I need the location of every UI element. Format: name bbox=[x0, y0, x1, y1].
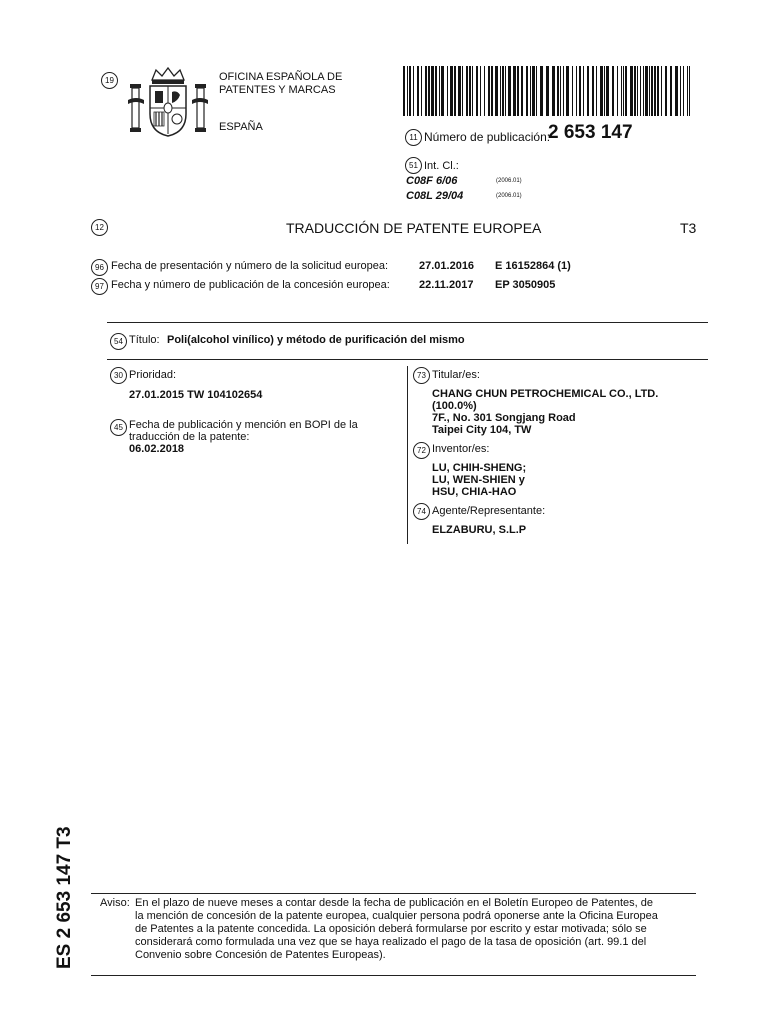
barcode-bar bbox=[630, 66, 633, 116]
inid-45: 45 bbox=[110, 419, 127, 436]
aviso-line-1: En el plazo de nueve meses a contar desde la fecha de publicación en el Boletín Europeo de Patentes, de bbox=[135, 897, 653, 909]
barcode-bar bbox=[530, 66, 531, 116]
inid-54: 54 bbox=[110, 333, 127, 350]
barcode-bar bbox=[651, 66, 653, 116]
aviso-divider-bottom bbox=[91, 975, 696, 976]
barcode-bar bbox=[576, 66, 577, 116]
inid-74: 74 bbox=[413, 503, 430, 520]
barcode-bar bbox=[552, 66, 555, 116]
barcode-bar bbox=[517, 66, 519, 116]
barcode-bar bbox=[661, 66, 662, 116]
country-label: ESPAÑA bbox=[219, 121, 263, 133]
barcode-bar bbox=[680, 66, 681, 116]
barcode-bar bbox=[665, 66, 667, 116]
application-number: E 16152864 (1) bbox=[495, 260, 571, 272]
barcode-bar bbox=[407, 66, 408, 116]
office-line-1: OFICINA ESPAÑOLA DE bbox=[219, 71, 343, 83]
aviso-line-3: de Patentes a la patente concedida. La oposición deberá formularse por escrito y estar motivada; sólo se bbox=[135, 923, 647, 935]
barcode-bar bbox=[600, 66, 603, 116]
barcode-bar bbox=[526, 66, 528, 116]
barcode-bar bbox=[621, 66, 622, 116]
barcode-bar bbox=[596, 66, 597, 116]
barcode-bar bbox=[462, 66, 463, 116]
document-title: TRADUCCIÓN DE PATENTE EUROPEA bbox=[286, 220, 542, 236]
barcode-bar bbox=[502, 66, 504, 116]
aviso-line-5: Convenio sobre Concesión de Patentes Europeas). bbox=[135, 949, 386, 961]
holder-label: Titular/es: bbox=[432, 369, 480, 381]
barcode-bar bbox=[441, 66, 444, 116]
barcode-bar bbox=[683, 66, 684, 116]
classification-2-year: (2006.01) bbox=[496, 193, 522, 199]
side-publication-code: ES 2 653 147 T3 bbox=[54, 826, 75, 969]
priority-value: 27.01.2015 TW 104102654 bbox=[129, 389, 263, 401]
classification-2: C08L 29/04 bbox=[406, 190, 464, 202]
barcode-bar bbox=[425, 66, 427, 116]
barcode bbox=[401, 66, 695, 118]
barcode-bar bbox=[421, 66, 422, 116]
barcode-bar bbox=[657, 66, 659, 116]
inid-97: 97 bbox=[91, 278, 108, 295]
barcode-bar bbox=[409, 66, 411, 116]
inid-19: 19 bbox=[101, 72, 118, 89]
office-line-2: PATENTES Y MARCAS bbox=[219, 84, 336, 96]
inid-72: 72 bbox=[413, 442, 430, 459]
barcode-bar bbox=[623, 66, 624, 116]
barcode-bar bbox=[634, 66, 636, 116]
bopi-line-2: traducción de la patente: bbox=[129, 431, 250, 443]
inid-11: 11 bbox=[405, 129, 422, 146]
publication-number: 2 653 147 bbox=[548, 122, 633, 143]
barcode-bar bbox=[654, 66, 656, 116]
grant-number: EP 3050905 bbox=[495, 279, 556, 291]
barcode-bar bbox=[557, 66, 559, 116]
inventor-2: LU, WEN-SHIEN y bbox=[432, 474, 525, 486]
barcode-bar bbox=[491, 66, 493, 116]
barcode-bar bbox=[560, 66, 561, 116]
barcode-bar bbox=[521, 66, 523, 116]
divider-middle bbox=[107, 359, 708, 360]
bopi-block bbox=[129, 419, 358, 455]
inventor-1: LU, CHIH-SHENG; bbox=[432, 462, 527, 474]
barcode-bar bbox=[508, 66, 511, 116]
int-cl-label: Int. Cl.: bbox=[424, 160, 459, 172]
barcode-bar bbox=[689, 66, 690, 116]
barcode-bar bbox=[488, 66, 490, 116]
inid-51: 51 bbox=[405, 157, 422, 174]
application-label: Fecha de presentación y número de la solicitud europea: bbox=[111, 260, 389, 272]
aviso-divider-top bbox=[91, 893, 696, 894]
barcode-bar bbox=[579, 66, 581, 116]
agent-value: ELZABURU, S.L.P bbox=[432, 524, 527, 536]
barcode-bar bbox=[670, 66, 672, 116]
grant-date: 22.11.2017 bbox=[419, 279, 474, 291]
barcode-bar bbox=[417, 66, 419, 116]
inid-73: 73 bbox=[413, 367, 430, 384]
inid-96: 96 bbox=[91, 259, 108, 276]
barcode-bar bbox=[640, 66, 641, 116]
title-label: Título: bbox=[129, 334, 160, 346]
barcode-bar bbox=[617, 66, 618, 116]
divider-top bbox=[107, 322, 708, 323]
invention-title: Poli(alcohol vinílico) y método de purificación del mismo bbox=[167, 334, 465, 346]
barcode-bar bbox=[458, 66, 461, 116]
barcode-bar bbox=[566, 66, 569, 116]
holder-share: (100.0%) bbox=[432, 400, 477, 412]
aviso-line-2: la mención de concesión de la patente europea, cualquier persona podrá oponerse ante la Oficina Europea bbox=[135, 910, 658, 922]
holder-name: CHANG CHUN PETROCHEMICAL CO., LTD. bbox=[432, 388, 659, 400]
grant-label: Fecha y número de publicación de la concesión europea: bbox=[111, 279, 390, 291]
barcode-bar bbox=[649, 66, 650, 116]
barcode-bar bbox=[476, 66, 478, 116]
barcode-bar bbox=[583, 66, 584, 116]
barcode-bar bbox=[587, 66, 589, 116]
barcode-bar bbox=[532, 66, 535, 116]
barcode-bar bbox=[439, 66, 440, 116]
barcode-bar bbox=[546, 66, 549, 116]
aviso-label: Aviso: bbox=[100, 897, 130, 909]
barcode-bar bbox=[505, 66, 506, 116]
application-date: 27.01.2016 bbox=[419, 260, 475, 272]
barcode-bar bbox=[413, 66, 414, 116]
classification-1: C08F 6/06 bbox=[406, 175, 458, 187]
holder-address-1: 7F., No. 301 Songjang Road bbox=[432, 412, 576, 424]
classification-1-year: (2006.01) bbox=[496, 178, 522, 184]
priority-label: Prioridad: bbox=[129, 369, 177, 381]
barcode-bar bbox=[472, 66, 473, 116]
inid-12: 12 bbox=[91, 219, 108, 236]
barcode-bar bbox=[604, 66, 605, 116]
barcode-bar bbox=[495, 66, 498, 116]
barcode-bar bbox=[403, 66, 405, 116]
barcode-bar bbox=[687, 66, 688, 116]
office-name bbox=[219, 71, 342, 97]
aviso-text bbox=[135, 897, 658, 962]
barcode-bar bbox=[480, 66, 481, 116]
inventor-3: HSU, CHIA-HAO bbox=[432, 486, 517, 498]
barcode-bar bbox=[500, 66, 501, 116]
barcode-bar bbox=[675, 66, 678, 116]
agent-label: Agente/Representante: bbox=[432, 505, 546, 517]
bopi-date: 06.02.2018 bbox=[129, 443, 185, 455]
barcode-bar bbox=[469, 66, 471, 116]
barcode-bar bbox=[431, 66, 434, 116]
barcode-bar bbox=[643, 66, 644, 116]
coat-of-arms-logo bbox=[126, 66, 210, 138]
barcode-bar bbox=[454, 66, 456, 116]
barcode-bar bbox=[563, 66, 564, 116]
kind-code: T3 bbox=[680, 220, 697, 236]
barcode-bar bbox=[536, 66, 537, 116]
barcode-bar bbox=[540, 66, 543, 116]
inventor-block bbox=[432, 462, 526, 498]
barcode-bar bbox=[435, 66, 437, 116]
column-divider bbox=[407, 366, 408, 544]
barcode-bar bbox=[592, 66, 594, 116]
barcode-bar bbox=[572, 66, 573, 116]
holder-block bbox=[432, 388, 658, 436]
inid-30: 30 bbox=[110, 367, 127, 384]
publication-label: Número de publicación: bbox=[424, 130, 551, 144]
barcode-bar bbox=[428, 66, 430, 116]
barcode-bar bbox=[447, 66, 448, 116]
barcode-bar bbox=[450, 66, 453, 116]
barcode-bar bbox=[466, 66, 468, 116]
inventor-label: Inventor/es: bbox=[432, 443, 490, 455]
barcode-bar bbox=[645, 66, 648, 116]
barcode-bar bbox=[484, 66, 485, 116]
holder-address-2: Taipei City 104, TW bbox=[432, 424, 532, 436]
barcode-bar bbox=[612, 66, 614, 116]
bopi-line-1: Fecha de publicación y mención en BOPI de la bbox=[129, 419, 358, 431]
barcode-bar bbox=[625, 66, 627, 116]
barcode-bar bbox=[606, 66, 609, 116]
barcode-bar bbox=[637, 66, 638, 116]
barcode-bar bbox=[513, 66, 516, 116]
aviso-line-4: considerará como formulada una vez que se haya realizado el pago de la tasa de oposición (art. 99.1 del bbox=[135, 936, 647, 948]
